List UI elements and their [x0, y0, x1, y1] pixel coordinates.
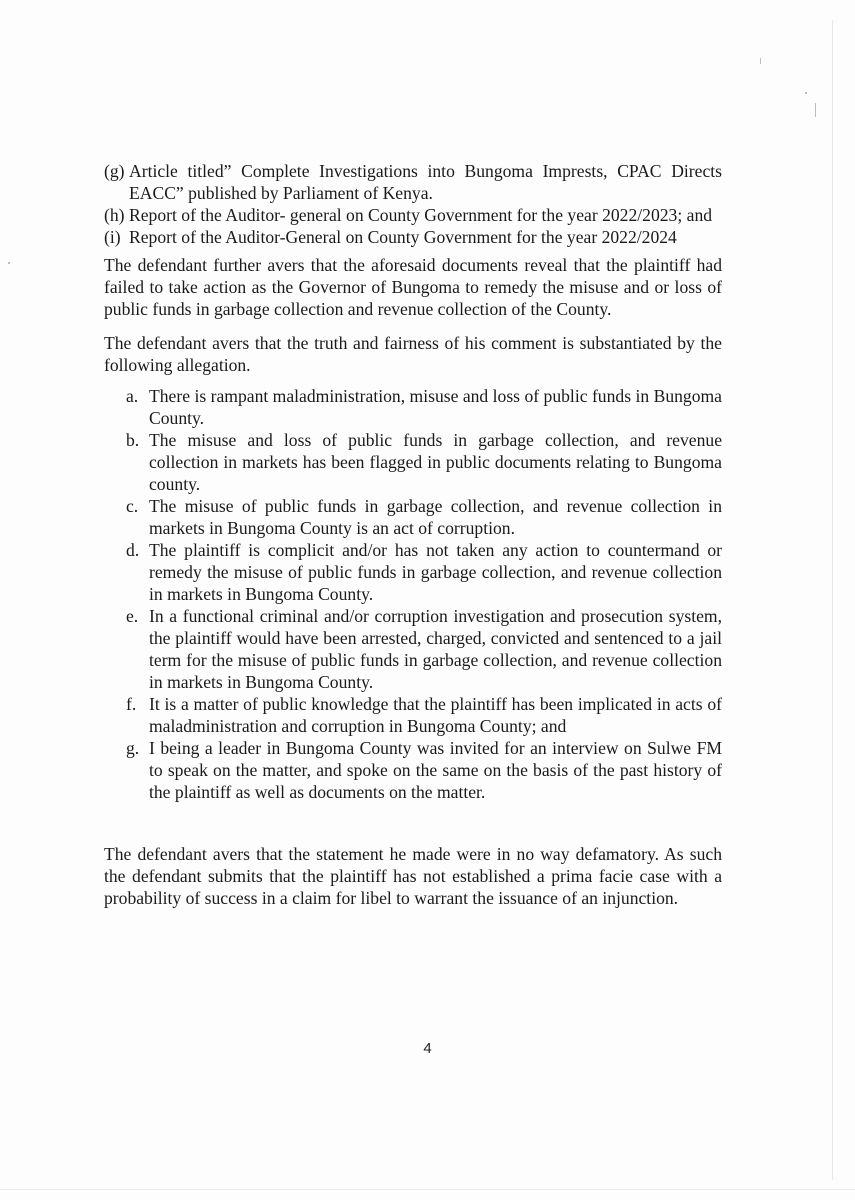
- list-item: [104, 226, 722, 248]
- list-item-text: Report of the Auditor-General on County Government for the year 2022/2024: [129, 227, 677, 247]
- scan-edge-shadow: [832, 20, 833, 1180]
- list-marker: a.: [126, 386, 139, 406]
- scan-speck: [805, 92, 807, 94]
- scan-speck: [760, 58, 761, 64]
- list-item: [104, 429, 722, 495]
- referenced-documents-list: [104, 160, 722, 248]
- list-item-text: The plaintiff is complicit and/or has not taken any action to countermand or remedy the misuse of public funds in garbage collection, and revenue collection in markets in Bungoma County.: [149, 540, 722, 604]
- paragraph-truth-and-fairness: The defendant avers that the truth and fairness of his comment is substantiated by the following allegation.: [104, 333, 722, 375]
- list-item: [104, 605, 722, 693]
- list-item: [104, 539, 722, 605]
- paragraph-not-defamatory: The defendant avers that the statement he made were in no way defamatory. As such the defendant submits that the plaintiff has not established a prima facie case with a probability of success in a claim for libel to warrant the issuance of an injunction.: [104, 844, 722, 908]
- allegations-list: [104, 385, 722, 803]
- list-marker: e.: [126, 606, 139, 626]
- list-item: [104, 160, 722, 204]
- list-item-text: Report of the Auditor- general on County Government for the year 2022/2023; and: [129, 205, 713, 225]
- list-item: [104, 204, 722, 226]
- list-item-text: The misuse and loss of public funds in garbage collection, and revenue collection in markets has been flagged in public documents relating to Bungoma county.: [149, 430, 722, 494]
- document-body: [104, 160, 722, 921]
- scan-bottom-edge: [0, 1189, 855, 1190]
- list-marker: c.: [126, 496, 139, 516]
- list-item: [104, 385, 722, 429]
- list-marker: f.: [126, 694, 137, 714]
- list-marker: g.: [126, 738, 140, 758]
- list-marker: (h): [104, 205, 125, 225]
- list-item: [104, 737, 722, 803]
- list-item-text: The misuse of public funds in garbage collection, and revenue collection in markets in Bungoma County is an act of corruption.: [149, 496, 722, 538]
- list-item-text: I being a leader in Bungoma County was invited for an interview on Sulwe FM to speak on the matter, and spoke on the same on the basis of the past history of the plaintiff as well as documents on the matter.: [149, 738, 722, 802]
- list-item-text: It is a matter of public knowledge that the plaintiff has been implicated in acts of maladministration and corruption in Bungoma County; and: [149, 694, 722, 736]
- list-item-text: There is rampant maladministration, misuse and loss of public funds in Bungoma County.: [149, 386, 722, 428]
- list-item: [104, 693, 722, 737]
- paragraph-further-avers: The defendant further avers that the aforesaid documents reveal that the plaintiff had failed to take action as the Governor of Bungoma to remedy the misuse and or loss of public funds in garbage collection and revenue collection of the County.: [104, 255, 722, 319]
- list-marker: (g): [104, 161, 125, 181]
- page-number: 4: [423, 1040, 432, 1057]
- scan-speck: [815, 103, 816, 117]
- list-marker: (i): [104, 227, 121, 247]
- list-marker: b.: [126, 430, 140, 450]
- list-item-text: Article titled” Complete Investigations into Bungoma Imprests, CPAC Directs EACC” published by Parliament of Kenya.: [129, 161, 722, 203]
- scan-speck: [8, 262, 10, 264]
- list-marker: d.: [126, 540, 140, 560]
- list-item-text: In a functional criminal and/or corruption investigation and prosecution system, the plaintiff would have been arrested, charged, convicted and sentenced to a jail term for the misuse of public funds in garbage collection, and revenue collection in markets in Bungoma County.: [149, 606, 722, 692]
- list-item: [104, 495, 722, 539]
